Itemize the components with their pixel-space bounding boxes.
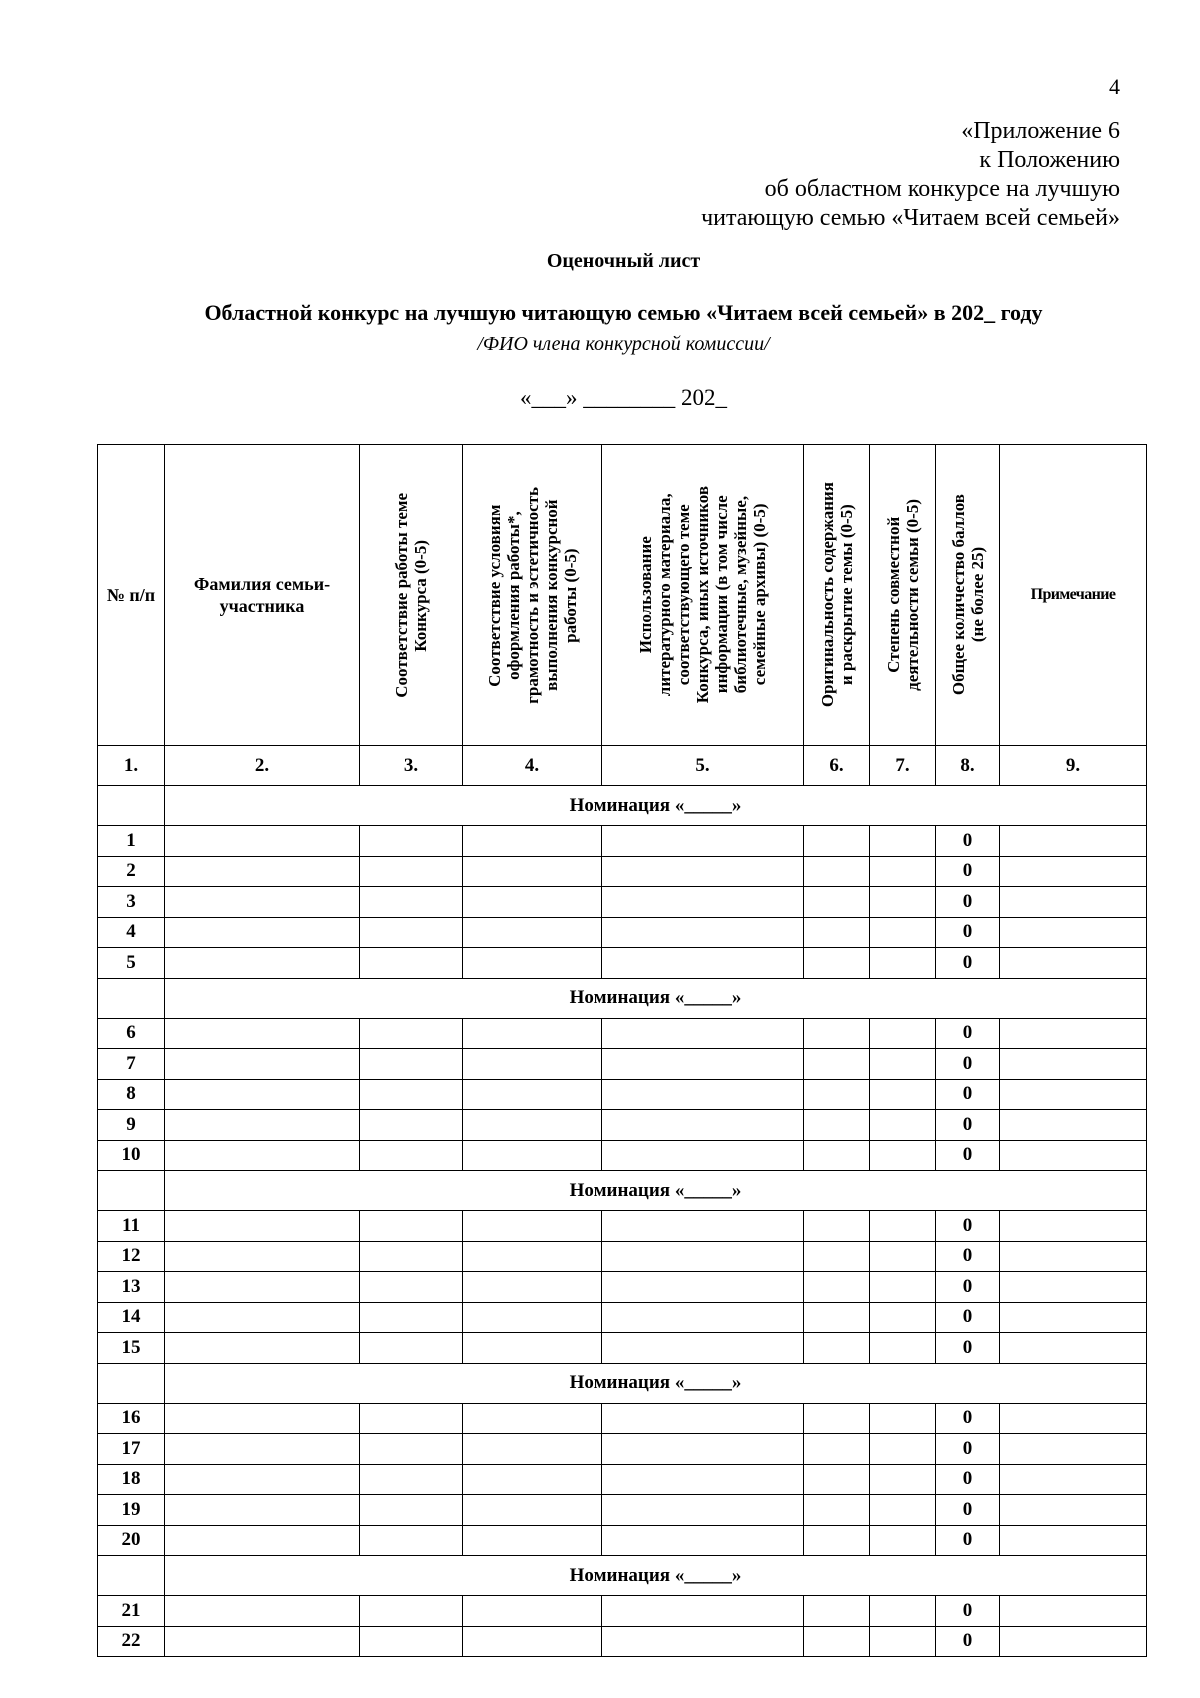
table-row [98, 1272, 1147, 1303]
nomination-label: Номинация «_____» [165, 1171, 1147, 1211]
row-number: 15 [98, 1333, 165, 1364]
sheet-title: Оценочный лист [546, 250, 701, 272]
row-cell [463, 856, 602, 887]
row-cell [602, 1434, 804, 1465]
row-cell [165, 1495, 360, 1526]
row-cell [804, 887, 870, 918]
row-total-score: 0 [936, 1140, 1000, 1171]
row-cell [804, 1333, 870, 1364]
row-cell [870, 948, 936, 979]
row-cell [360, 917, 463, 948]
table-row [98, 1049, 1147, 1080]
row-cell [463, 1403, 602, 1434]
table-row [98, 1403, 1147, 1434]
row-cell [602, 1049, 804, 1080]
table-row [98, 1626, 1147, 1657]
row-cell [165, 1464, 360, 1495]
row-number: 12 [98, 1241, 165, 1272]
row-number: 20 [98, 1525, 165, 1556]
row-cell [360, 856, 463, 887]
row-cell [602, 1403, 804, 1434]
row-total-score: 0 [936, 1079, 1000, 1110]
row-cell [1000, 1434, 1147, 1465]
row-number: 18 [98, 1464, 165, 1495]
row-cell [804, 1302, 870, 1333]
row-cell [463, 1434, 602, 1465]
row-cell [360, 1302, 463, 1333]
row-total-score: 0 [936, 1626, 1000, 1657]
row-cell [1000, 1211, 1147, 1242]
row-cell [804, 826, 870, 857]
header-joint-activity: Степень совместной деятельности семьи (0-5) [870, 445, 936, 746]
table-row [98, 1525, 1147, 1556]
header-note: Примечание [1000, 445, 1147, 746]
nomination-row [98, 978, 1147, 1018]
nomination-label: Номинация «_____» [165, 978, 1147, 1018]
header-theme-match: Соответствие работы теме Конкурса (0-5) [360, 445, 463, 746]
row-cell [804, 1596, 870, 1627]
row-cell [602, 917, 804, 948]
column-number: 2. [165, 746, 360, 786]
row-cell [602, 1140, 804, 1171]
row-number: 11 [98, 1211, 165, 1242]
column-number: 3. [360, 746, 463, 786]
row-cell [804, 1434, 870, 1465]
row-cell [602, 1018, 804, 1049]
row-cell [1000, 1626, 1147, 1657]
row-cell [360, 1079, 463, 1110]
nomination-empty-cell [98, 1171, 165, 1211]
row-cell [804, 1403, 870, 1434]
row-cell [360, 1333, 463, 1364]
table-row [98, 1211, 1147, 1242]
row-cell [602, 1272, 804, 1303]
header-total-score: Общее количество баллов (не более 25) [936, 445, 1000, 746]
row-number: 22 [98, 1626, 165, 1657]
column-number: 7. [870, 746, 936, 786]
table-row [98, 1464, 1147, 1495]
row-total-score: 0 [936, 856, 1000, 887]
row-cell [463, 1272, 602, 1303]
row-cell [1000, 1525, 1147, 1556]
row-cell [463, 1140, 602, 1171]
header-originality: Оригинальность содержания и раскрытие темы (0-5) [804, 445, 870, 746]
row-cell [463, 1464, 602, 1495]
column-number: 1. [98, 746, 165, 786]
row-number: 17 [98, 1434, 165, 1465]
column-number: 9. [1000, 746, 1147, 786]
row-cell [804, 1272, 870, 1303]
row-cell [804, 948, 870, 979]
row-cell [1000, 1596, 1147, 1627]
nomination-row [98, 1171, 1147, 1211]
row-cell [1000, 1403, 1147, 1434]
row-cell [602, 1525, 804, 1556]
row-total-score: 0 [936, 1434, 1000, 1465]
row-cell [165, 1079, 360, 1110]
table-row [98, 887, 1147, 918]
row-cell [602, 856, 804, 887]
row-cell [165, 1049, 360, 1080]
nomination-row [98, 786, 1147, 826]
row-number: 10 [98, 1140, 165, 1171]
row-cell [870, 1434, 936, 1465]
row-cell [360, 1464, 463, 1495]
row-cell [1000, 1272, 1147, 1303]
nomination-empty-cell [98, 978, 165, 1018]
row-cell [463, 1596, 602, 1627]
row-cell [602, 1626, 804, 1657]
row-number: 19 [98, 1495, 165, 1526]
row-cell [360, 1272, 463, 1303]
row-total-score: 0 [936, 1495, 1000, 1526]
row-cell [804, 1241, 870, 1272]
row-cell [463, 1211, 602, 1242]
row-cell [1000, 1079, 1147, 1110]
row-cell [165, 826, 360, 857]
row-cell [165, 1211, 360, 1242]
row-cell [870, 1333, 936, 1364]
row-cell [360, 826, 463, 857]
date-line: «___» ________ 202_ [520, 385, 727, 410]
row-total-score: 0 [936, 1302, 1000, 1333]
row-cell [804, 1495, 870, 1526]
row-cell [804, 856, 870, 887]
row-cell [1000, 1241, 1147, 1272]
table-row [98, 1140, 1147, 1171]
row-number: 3 [98, 887, 165, 918]
row-cell [360, 1140, 463, 1171]
nomination-label: Номинация «_____» [165, 786, 1147, 826]
row-cell [1000, 1049, 1147, 1080]
row-cell [360, 1495, 463, 1526]
row-cell [165, 917, 360, 948]
row-cell [165, 1333, 360, 1364]
row-cell [165, 1403, 360, 1434]
row-cell [1000, 826, 1147, 857]
row-cell [360, 1241, 463, 1272]
row-number: 16 [98, 1403, 165, 1434]
row-cell [1000, 1333, 1147, 1364]
row-cell [463, 948, 602, 979]
row-cell [360, 1403, 463, 1434]
row-cell [602, 1302, 804, 1333]
row-cell [602, 1596, 804, 1627]
row-cell [870, 826, 936, 857]
row-number: 6 [98, 1018, 165, 1049]
row-cell [870, 887, 936, 918]
table-row [98, 1018, 1147, 1049]
table-row [98, 1495, 1147, 1526]
row-total-score: 0 [936, 1596, 1000, 1627]
row-cell [1000, 948, 1147, 979]
row-cell [870, 856, 936, 887]
row-cell [165, 1272, 360, 1303]
row-cell [360, 948, 463, 979]
row-total-score: 0 [936, 1110, 1000, 1141]
page-number: 4 [1109, 74, 1120, 99]
row-cell [1000, 917, 1147, 948]
row-cell [463, 1333, 602, 1364]
table-row [98, 917, 1147, 948]
row-total-score: 0 [936, 1403, 1000, 1434]
column-number: 8. [936, 746, 1000, 786]
appendix-block [701, 117, 1120, 233]
row-cell [463, 1110, 602, 1141]
row-cell [804, 1464, 870, 1495]
row-cell [804, 1525, 870, 1556]
row-cell [463, 1241, 602, 1272]
table-row [98, 948, 1147, 979]
row-cell [804, 1626, 870, 1657]
row-cell [360, 1434, 463, 1465]
row-cell [870, 1079, 936, 1110]
row-cell [360, 1049, 463, 1080]
row-cell [602, 1464, 804, 1495]
row-cell [602, 1211, 804, 1242]
header-sources-usage: Использование литературного материала, соответствующего теме Конкурса, иных источников информации (в том числе библиотечные, музейные, семейные архивы) (0-5) [602, 445, 804, 746]
row-cell [165, 1241, 360, 1272]
row-cell [602, 1333, 804, 1364]
row-cell [602, 948, 804, 979]
table-header-row [98, 445, 1147, 746]
row-cell [360, 1596, 463, 1627]
table-row [98, 1333, 1147, 1364]
row-cell [360, 1626, 463, 1657]
row-cell [463, 1626, 602, 1657]
contest-title: Областной конкурс на лучшую читающую семью «Читаем всей семьей» в 202_ году [204, 300, 1043, 325]
header-family-name: Фамилия семьи-участника [165, 445, 360, 746]
row-cell [165, 1525, 360, 1556]
appendix-line: читающую семью «Читаем всей семьей» [701, 205, 1120, 231]
row-number: 21 [98, 1596, 165, 1627]
row-cell [463, 1018, 602, 1049]
row-cell [360, 1018, 463, 1049]
row-cell [870, 1464, 936, 1495]
evaluation-table [97, 444, 1147, 1657]
row-cell [870, 1525, 936, 1556]
row-cell [602, 1079, 804, 1110]
row-cell [360, 1110, 463, 1141]
nomination-row [98, 1363, 1147, 1403]
row-cell [165, 1302, 360, 1333]
row-cell [1000, 1302, 1147, 1333]
row-number: 1 [98, 826, 165, 857]
table-body [98, 786, 1147, 1657]
row-cell [165, 1110, 360, 1141]
row-cell [870, 1049, 936, 1080]
row-cell [870, 1241, 936, 1272]
row-cell [602, 887, 804, 918]
row-cell [165, 1140, 360, 1171]
table-row [98, 826, 1147, 857]
row-total-score: 0 [936, 948, 1000, 979]
row-number: 8 [98, 1079, 165, 1110]
column-numbers-row [98, 746, 1147, 786]
row-cell [463, 917, 602, 948]
row-cell [165, 1596, 360, 1627]
row-number: 14 [98, 1302, 165, 1333]
row-cell [870, 1211, 936, 1242]
commission-member-caption: /ФИО члена конкурсной комиссии/ [477, 333, 770, 355]
column-number: 5. [602, 746, 804, 786]
nomination-label: Номинация «_____» [165, 1363, 1147, 1403]
row-cell [870, 1272, 936, 1303]
row-cell [463, 826, 602, 857]
row-cell [804, 1018, 870, 1049]
row-cell [602, 826, 804, 857]
row-cell [1000, 887, 1147, 918]
row-cell [463, 1495, 602, 1526]
column-number: 4. [463, 746, 602, 786]
row-cell [463, 1302, 602, 1333]
nomination-row [98, 1556, 1147, 1596]
row-cell [804, 1049, 870, 1080]
row-number: 13 [98, 1272, 165, 1303]
row-number: 7 [98, 1049, 165, 1080]
nomination-empty-cell [98, 1556, 165, 1596]
row-total-score: 0 [936, 1464, 1000, 1495]
row-cell [1000, 1495, 1147, 1526]
nomination-empty-cell [98, 1363, 165, 1403]
row-cell [804, 1110, 870, 1141]
row-total-score: 0 [936, 1018, 1000, 1049]
row-cell [804, 1079, 870, 1110]
row-total-score: 0 [936, 1211, 1000, 1242]
row-number: 5 [98, 948, 165, 979]
appendix-line: к Положению [979, 147, 1120, 173]
row-cell [165, 1434, 360, 1465]
row-cell [602, 1241, 804, 1272]
row-cell [870, 1302, 936, 1333]
row-cell [804, 1140, 870, 1171]
row-cell [463, 887, 602, 918]
row-cell [360, 1211, 463, 1242]
row-total-score: 0 [936, 1049, 1000, 1080]
row-cell [870, 1018, 936, 1049]
nomination-label: Номинация «_____» [165, 1556, 1147, 1596]
row-total-score: 0 [936, 1241, 1000, 1272]
row-number: 9 [98, 1110, 165, 1141]
row-cell [463, 1049, 602, 1080]
table-row [98, 856, 1147, 887]
row-cell [870, 1626, 936, 1657]
header-number: № п/п [98, 445, 165, 746]
table-row [98, 1302, 1147, 1333]
row-cell [360, 887, 463, 918]
appendix-line: об областном конкурсе на лучшую [764, 176, 1120, 202]
appendix-line: «Приложение 6 [961, 118, 1120, 144]
row-cell [165, 948, 360, 979]
row-cell [804, 1211, 870, 1242]
row-total-score: 0 [936, 1525, 1000, 1556]
row-cell [360, 1525, 463, 1556]
row-cell [870, 917, 936, 948]
row-cell [1000, 1018, 1147, 1049]
header-design-conditions: Соответствие условиям оформления работы*, грамотность и эстетичность выполнения конкурсной работы (0-5) [463, 445, 602, 746]
row-cell [870, 1596, 936, 1627]
row-cell [1000, 1140, 1147, 1171]
row-cell [1000, 856, 1147, 887]
row-cell [870, 1495, 936, 1526]
row-total-score: 0 [936, 826, 1000, 857]
row-cell [870, 1403, 936, 1434]
row-total-score: 0 [936, 887, 1000, 918]
table-row [98, 1110, 1147, 1141]
row-cell [870, 1140, 936, 1171]
row-total-score: 0 [936, 1272, 1000, 1303]
row-cell [1000, 1464, 1147, 1495]
row-cell [463, 1079, 602, 1110]
table-row [98, 1241, 1147, 1272]
table-row [98, 1434, 1147, 1465]
row-total-score: 0 [936, 1333, 1000, 1364]
row-cell [870, 1110, 936, 1141]
row-number: 4 [98, 917, 165, 948]
row-cell [165, 1018, 360, 1049]
row-cell [1000, 1110, 1147, 1141]
row-cell [165, 1626, 360, 1657]
nomination-empty-cell [98, 786, 165, 826]
table-row [98, 1079, 1147, 1110]
row-cell [602, 1495, 804, 1526]
row-cell [804, 917, 870, 948]
row-cell [602, 1110, 804, 1141]
row-cell [165, 887, 360, 918]
column-number: 6. [804, 746, 870, 786]
row-total-score: 0 [936, 917, 1000, 948]
table-row [98, 1596, 1147, 1627]
row-number: 2 [98, 856, 165, 887]
row-cell [463, 1525, 602, 1556]
row-cell [165, 856, 360, 887]
